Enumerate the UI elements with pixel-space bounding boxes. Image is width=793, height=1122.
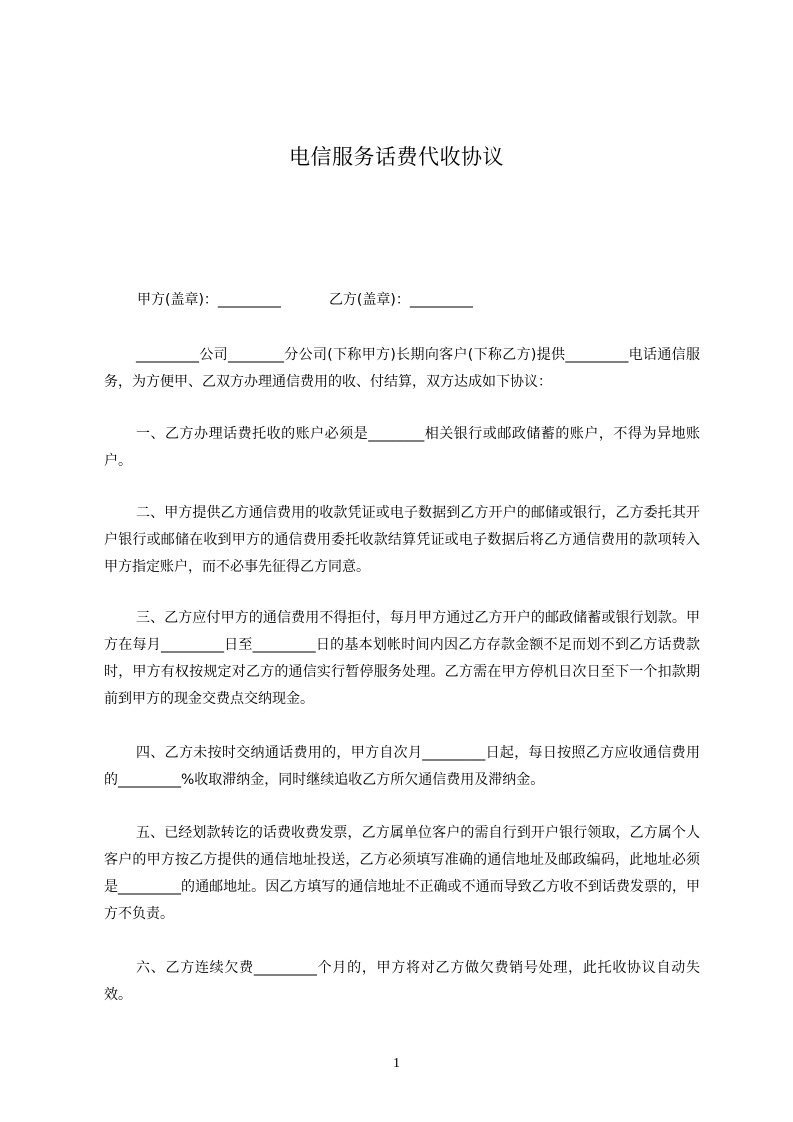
party-signatures [137, 289, 473, 311]
clause-5: 五、已经划款转讫的话费收费发票，乙方属单位客户的需自行到开户银行领取，乙方属个人客户的甲方按乙方提供的通信地址投送，乙方必须填写准确的通信地址及邮政编码，此地址必须是_________的通邮地址。因乙方填写的通信地址不正确或不通而导致乙方收不到话费发票的，甲方不负责。 [104, 825, 700, 922]
party-a-seal: 甲方(盖章)：_________ [137, 292, 281, 308]
clause-2: 二、甲方提供乙方通信费用的收款凭证或电子数据到乙方开户的邮储或银行，乙方委托其开户银行或邮储在收到甲方的通信费用委托收款结算凭证或电子数据后将乙方通信费用的款项转入甲方指定账户，而不必事先征得乙方同意。 [104, 505, 700, 575]
intro-paragraph: _________公司________分公司(下称甲方)长期向客户(下称乙方)提供_________电话通信服务，为方便甲、乙双方办理通信费用的收、付结算，双方达成如下协议： [104, 347, 700, 390]
clause-6: 六、乙方连续欠费_________个月的，甲方将对乙方做欠费销号处理，此托收协议自动失效。 [104, 960, 700, 1003]
page-number: 1 [393, 1056, 400, 1071]
clause-3: 三、乙方应付甲方的通信费用不得拒付，每月甲方通过乙方开户的邮政储蓄或银行划款。甲方在每月_________日至_________日的基本划帐时间内因乙方存款金额不足而划不到乙方话费款时，甲方有权按规定对乙方的通信实行暂停服务处理。乙方需在甲方停机日次日至下一个扣款期前到甲方的现金交费点交纳现金。 [104, 610, 700, 707]
document-title: 电信服务话费代收协议 [289, 145, 504, 169]
clause-1: 一、乙方办理话费托收的账户必须是________相关银行或邮政储蓄的账户，不得为异地账户。 [104, 426, 700, 469]
clause-4: 四、乙方未按时交纳通话费用的，甲方自次月_________日起，每日按照乙方应收通信费用的_________%收取滞纳金，同时继续追收乙方所欠通信费用及滞纳金。 [104, 745, 700, 788]
party-b-seal: 乙方(盖章)：_________ [328, 292, 473, 308]
